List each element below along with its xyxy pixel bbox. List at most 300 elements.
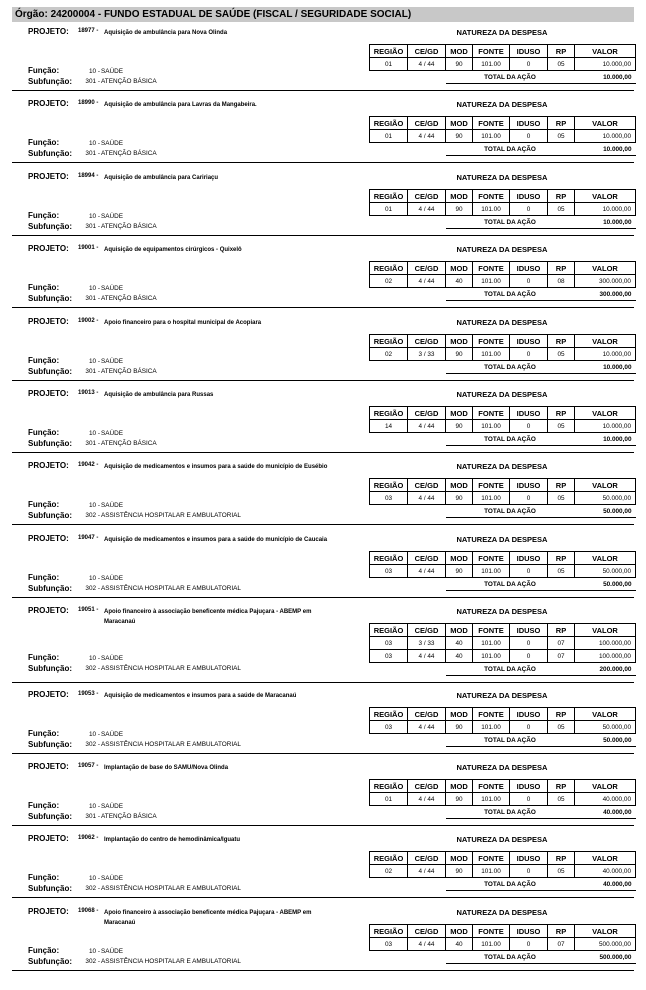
column-header: MOD — [446, 780, 473, 793]
column-header: REGIÃO — [370, 117, 408, 130]
table-header-row — [370, 708, 636, 721]
total-row — [370, 505, 636, 518]
table-cell: 01 — [370, 793, 408, 806]
project-code: 19047 - — [78, 535, 99, 541]
total-spacer — [370, 143, 446, 156]
projeto-label: PROJETO: — [28, 762, 69, 771]
subfuncao-label: Subfunção: — [28, 584, 72, 593]
subfuncao-label: Subfunção: — [28, 664, 72, 673]
table-cell: 300.000,00 — [575, 275, 636, 288]
table-cell: 4 / 44 — [408, 938, 446, 951]
table-header-row — [370, 624, 636, 637]
block-separator — [12, 682, 634, 683]
column-header: FONTE — [473, 925, 510, 938]
funcao-code: 10 - — [88, 875, 100, 882]
block-separator — [12, 452, 634, 453]
column-header: CE/GD — [408, 852, 446, 865]
table-cell: 02 — [370, 275, 408, 288]
table-row — [370, 130, 636, 143]
projeto-label: PROJETO: — [28, 389, 69, 398]
table-cell: 90 — [446, 348, 473, 361]
total-row — [370, 143, 636, 156]
subfuncao-code: 301 - — [85, 295, 100, 302]
column-header: MOD — [446, 407, 473, 420]
subfuncao-code: 302 - — [85, 958, 100, 965]
table-cell: 90 — [446, 420, 473, 433]
natureza-heading: NATUREZA DA DESPESA — [456, 318, 548, 327]
table-cell: 08 — [548, 275, 575, 288]
column-header: MOD — [446, 335, 473, 348]
table-cell: 10.000,00 — [575, 420, 636, 433]
total-value: 10.000,00 — [575, 143, 636, 156]
despesa-table — [369, 779, 636, 819]
orgao-header — [12, 7, 634, 22]
natureza-heading: NATUREZA DA DESPESA — [456, 28, 548, 37]
natureza-heading: NATUREZA DA DESPESA — [456, 835, 548, 844]
projeto-label: PROJETO: — [28, 99, 69, 108]
table-cell: 101.00 — [473, 938, 510, 951]
column-header: FONTE — [473, 479, 510, 492]
funcao-name: SAÚDE — [101, 285, 124, 292]
table-cell: 03 — [370, 492, 408, 505]
project-title: Aquisição de equipamentos cirúrgicos - Quixelô — [104, 247, 242, 253]
column-header: REGIÃO — [370, 45, 408, 58]
column-header: FONTE — [473, 190, 510, 203]
column-header: IDUSO — [510, 708, 548, 721]
table-cell: 0 — [510, 938, 548, 951]
funcao-name: SAÚDE — [101, 875, 124, 882]
despesa-table — [369, 406, 636, 446]
column-header: VALOR — [575, 852, 636, 865]
column-header: REGIÃO — [370, 852, 408, 865]
column-header: IDUSO — [510, 117, 548, 130]
total-spacer — [370, 361, 446, 374]
column-header: MOD — [446, 624, 473, 637]
column-header: FONTE — [473, 407, 510, 420]
subfuncao-label: Subfunção: — [28, 149, 72, 158]
subfuncao-name: ATENÇÃO BÁSICA — [101, 78, 157, 85]
table-cell: 101.00 — [473, 721, 510, 734]
subfuncao-name: ASSISTÊNCIA HOSPITALAR E AMBULATORIAL — [101, 665, 241, 672]
funcao-label: Função: — [28, 66, 60, 75]
subfuncao-name: ASSISTÊNCIA HOSPITALAR E AMBULATORIAL — [101, 958, 241, 965]
funcao-code: 10 - — [88, 285, 100, 292]
total-value: 10.000,00 — [575, 216, 636, 229]
project-code: 19042 - — [78, 462, 99, 468]
total-value: 40.000,00 — [575, 878, 636, 891]
table-header-row — [370, 407, 636, 420]
natureza-heading: NATUREZA DA DESPESA — [456, 173, 548, 182]
column-header: VALOR — [575, 624, 636, 637]
total-value: 40.000,00 — [575, 806, 636, 819]
table-cell: 01 — [370, 58, 408, 71]
subfuncao-code: 301 - — [85, 150, 100, 157]
column-header: REGIÃO — [370, 925, 408, 938]
table-cell: 07 — [548, 938, 575, 951]
table-cell: 0 — [510, 130, 548, 143]
column-header: RP — [548, 117, 575, 130]
project-code: 18994 - — [78, 173, 99, 179]
subfuncao-label: Subfunção: — [28, 77, 72, 86]
column-header: FONTE — [473, 708, 510, 721]
table-cell: 03 — [370, 637, 408, 650]
block-separator — [12, 897, 634, 898]
funcao-code: 10 - — [88, 68, 100, 75]
project-title: Apoio financeiro à associação beneficente médica Pajuçara - ABEMP em Maracanaú — [104, 910, 312, 926]
table-cell: 90 — [446, 58, 473, 71]
subfuncao-label: Subfunção: — [28, 884, 72, 893]
column-header: IDUSO — [510, 190, 548, 203]
despesa-table — [369, 924, 636, 964]
orgao-text: 24200004 - FUNDO ESTADUAL DE SAÚDE (FISCAL / SEGURIDADE SOCIAL) — [50, 9, 412, 20]
table-cell: 02 — [370, 865, 408, 878]
table-row — [370, 650, 636, 663]
column-header: FONTE — [473, 852, 510, 865]
subfuncao-code: 302 - — [85, 665, 100, 672]
table-cell: 0 — [510, 420, 548, 433]
table-cell: 3 / 33 — [408, 348, 446, 361]
table-cell: 101.00 — [473, 348, 510, 361]
subfuncao-label: Subfunção: — [28, 957, 72, 966]
table-header-row — [370, 335, 636, 348]
column-header: RP — [548, 262, 575, 275]
funcao-label: Função: — [28, 653, 60, 662]
project-code: 18977 - — [78, 28, 99, 34]
table-cell: 500.000,00 — [575, 938, 636, 951]
table-cell: 90 — [446, 865, 473, 878]
table-cell: 40 — [446, 650, 473, 663]
column-header: REGIÃO — [370, 262, 408, 275]
subfuncao-label: Subfunção: — [28, 222, 72, 231]
column-header: VALOR — [575, 262, 636, 275]
table-cell: 0 — [510, 565, 548, 578]
project-title: Aquisição de medicamentos e insumos para a saúde do município de Caucaia — [104, 537, 328, 543]
subfuncao-name: ASSISTÊNCIA HOSPITALAR E AMBULATORIAL — [101, 512, 241, 519]
project-title: Aquisição de ambulância para Nova Olinda — [104, 30, 228, 36]
column-header: FONTE — [473, 780, 510, 793]
total-label: TOTAL DA AÇÃO — [446, 71, 575, 84]
column-header: RP — [548, 190, 575, 203]
column-header: REGIÃO — [370, 780, 408, 793]
column-header: RP — [548, 852, 575, 865]
natureza-heading: NATUREZA DA DESPESA — [456, 245, 548, 254]
column-header: VALOR — [575, 708, 636, 721]
subfuncao-label: Subfunção: — [28, 439, 72, 448]
table-cell: 4 / 44 — [408, 865, 446, 878]
subfuncao-name: ATENÇÃO BÁSICA — [101, 223, 157, 230]
funcao-label: Função: — [28, 573, 60, 582]
column-header: CE/GD — [408, 407, 446, 420]
table-cell: 03 — [370, 938, 408, 951]
table-row — [370, 492, 636, 505]
funcao-name: SAÚDE — [101, 575, 124, 582]
column-header: VALOR — [575, 335, 636, 348]
despesa-table — [369, 478, 636, 518]
table-cell: 40 — [446, 275, 473, 288]
project-code: 19062 - — [78, 835, 99, 841]
total-row — [370, 734, 636, 747]
funcao-name: SAÚDE — [101, 502, 124, 509]
column-header: IDUSO — [510, 624, 548, 637]
column-header: CE/GD — [408, 479, 446, 492]
column-header: REGIÃO — [370, 552, 408, 565]
block-separator — [12, 162, 634, 163]
table-cell: 10.000,00 — [575, 203, 636, 216]
block-separator — [12, 380, 634, 381]
table-cell: 50.000,00 — [575, 721, 636, 734]
column-header: FONTE — [473, 262, 510, 275]
table-cell: 0 — [510, 865, 548, 878]
subfuncao-code: 301 - — [85, 440, 100, 447]
total-row — [370, 806, 636, 819]
table-header-row — [370, 117, 636, 130]
total-label: TOTAL DA AÇÃO — [446, 505, 575, 518]
subfuncao-name: ATENÇÃO BÁSICA — [101, 440, 157, 447]
column-header: MOD — [446, 190, 473, 203]
column-header: FONTE — [473, 552, 510, 565]
funcao-code: 10 - — [88, 213, 100, 220]
column-header: IDUSO — [510, 407, 548, 420]
table-cell: 03 — [370, 565, 408, 578]
table-cell: 4 / 44 — [408, 721, 446, 734]
total-value: 10.000,00 — [575, 361, 636, 374]
column-header: CE/GD — [408, 117, 446, 130]
total-label: TOTAL DA AÇÃO — [446, 878, 575, 891]
subfuncao-name: ASSISTÊNCIA HOSPITALAR E AMBULATORIAL — [101, 585, 241, 592]
table-cell: 4 / 44 — [408, 565, 446, 578]
funcao-code: 10 - — [88, 731, 100, 738]
funcao-code: 10 - — [88, 430, 100, 437]
table-cell: 0 — [510, 348, 548, 361]
column-header: VALOR — [575, 407, 636, 420]
column-header: REGIÃO — [370, 190, 408, 203]
column-header: IDUSO — [510, 852, 548, 865]
total-row — [370, 663, 636, 676]
total-row — [370, 288, 636, 301]
project-code: 19013 - — [78, 390, 99, 396]
funcao-label: Função: — [28, 500, 60, 509]
total-label: TOTAL DA AÇÃO — [446, 663, 575, 676]
project-title: Aquisição de ambulância para Russas — [104, 392, 214, 398]
subfuncao-code: 301 - — [85, 223, 100, 230]
table-cell: 101.00 — [473, 420, 510, 433]
funcao-name: SAÚDE — [101, 803, 124, 810]
column-header: VALOR — [575, 117, 636, 130]
table-cell: 4 / 44 — [408, 203, 446, 216]
table-cell: 05 — [548, 793, 575, 806]
column-header: CE/GD — [408, 624, 446, 637]
column-header: CE/GD — [408, 190, 446, 203]
block-separator — [12, 235, 634, 236]
total-label: TOTAL DA AÇÃO — [446, 433, 575, 446]
column-header: VALOR — [575, 45, 636, 58]
subfuncao-name: ASSISTÊNCIA HOSPITALAR E AMBULATORIAL — [101, 885, 241, 892]
table-cell: 50.000,00 — [575, 492, 636, 505]
funcao-label: Função: — [28, 138, 60, 147]
table-cell: 03 — [370, 650, 408, 663]
table-cell: 0 — [510, 492, 548, 505]
table-cell: 0 — [510, 275, 548, 288]
despesa-table — [369, 44, 636, 84]
table-cell: 4 / 44 — [408, 130, 446, 143]
total-spacer — [370, 433, 446, 446]
subfuncao-code: 302 - — [85, 741, 100, 748]
subfuncao-name: ATENÇÃO BÁSICA — [101, 295, 157, 302]
table-cell: 100.000,00 — [575, 637, 636, 650]
table-cell: 101.00 — [473, 275, 510, 288]
despesa-table — [369, 707, 636, 747]
subfuncao-code: 301 - — [85, 368, 100, 375]
funcao-code: 10 - — [88, 502, 100, 509]
funcao-name: SAÚDE — [101, 655, 124, 662]
projeto-label: PROJETO: — [28, 690, 69, 699]
column-header: MOD — [446, 262, 473, 275]
table-row — [370, 275, 636, 288]
table-cell: 0 — [510, 58, 548, 71]
despesa-table — [369, 334, 636, 374]
funcao-name: SAÚDE — [101, 140, 124, 147]
natureza-heading: NATUREZA DA DESPESA — [456, 763, 548, 772]
table-cell: 40 — [446, 637, 473, 650]
table-cell: 101.00 — [473, 130, 510, 143]
subfuncao-name: ATENÇÃO BÁSICA — [101, 368, 157, 375]
total-value: 50.000,00 — [575, 505, 636, 518]
column-header: REGIÃO — [370, 407, 408, 420]
column-header: MOD — [446, 552, 473, 565]
total-spacer — [370, 288, 446, 301]
table-header-row — [370, 45, 636, 58]
funcao-name: SAÚDE — [101, 213, 124, 220]
table-row — [370, 865, 636, 878]
column-header: IDUSO — [510, 45, 548, 58]
table-cell: 101.00 — [473, 865, 510, 878]
table-cell: 101.00 — [473, 637, 510, 650]
funcao-label: Função: — [28, 946, 60, 955]
table-header-row — [370, 925, 636, 938]
total-value: 200.000,00 — [575, 663, 636, 676]
column-header: MOD — [446, 708, 473, 721]
column-header: RP — [548, 925, 575, 938]
total-value: 50.000,00 — [575, 578, 636, 591]
table-header-row — [370, 852, 636, 865]
column-header: VALOR — [575, 780, 636, 793]
block-separator — [12, 90, 634, 91]
total-spacer — [370, 505, 446, 518]
column-header: RP — [548, 708, 575, 721]
table-row — [370, 938, 636, 951]
total-spacer — [370, 951, 446, 964]
table-cell: 0 — [510, 637, 548, 650]
natureza-heading: NATUREZA DA DESPESA — [456, 691, 548, 700]
subfuncao-code: 302 - — [85, 885, 100, 892]
funcao-name: SAÚDE — [101, 731, 124, 738]
column-header: REGIÃO — [370, 708, 408, 721]
subfuncao-code: 302 - — [85, 585, 100, 592]
column-header: MOD — [446, 925, 473, 938]
table-row — [370, 420, 636, 433]
table-cell: 90 — [446, 130, 473, 143]
funcao-name: SAÚDE — [101, 68, 124, 75]
table-cell: 3 / 33 — [408, 637, 446, 650]
block-separator — [12, 825, 634, 826]
projeto-label: PROJETO: — [28, 461, 69, 470]
total-row — [370, 433, 636, 446]
table-row — [370, 348, 636, 361]
table-cell: 4 / 44 — [408, 492, 446, 505]
funcao-label: Função: — [28, 801, 60, 810]
natureza-heading: NATUREZA DA DESPESA — [456, 100, 548, 109]
table-cell: 4 / 44 — [408, 650, 446, 663]
subfuncao-name: ATENÇÃO BÁSICA — [101, 150, 157, 157]
total-label: TOTAL DA AÇÃO — [446, 288, 575, 301]
table-row — [370, 637, 636, 650]
funcao-name: SAÚDE — [101, 948, 124, 955]
table-header-row — [370, 780, 636, 793]
table-cell: 05 — [548, 203, 575, 216]
table-cell: 4 / 44 — [408, 420, 446, 433]
funcao-code: 10 - — [88, 358, 100, 365]
column-header: RP — [548, 780, 575, 793]
project-title: Apoio financeiro à associação beneficente médica Pajuçara - ABEMP em Maracanaú — [104, 609, 312, 625]
table-cell: 07 — [548, 650, 575, 663]
table-cell: 4 / 44 — [408, 58, 446, 71]
table-cell: 90 — [446, 565, 473, 578]
total-spacer — [370, 578, 446, 591]
project-title: Implantação do centro de hemodinâmica/Iguatu — [104, 837, 241, 843]
table-header-row — [370, 479, 636, 492]
total-spacer — [370, 878, 446, 891]
column-header: VALOR — [575, 479, 636, 492]
table-row — [370, 565, 636, 578]
subfuncao-label: Subfunção: — [28, 812, 72, 821]
total-row — [370, 216, 636, 229]
table-header-row — [370, 552, 636, 565]
column-header: IDUSO — [510, 780, 548, 793]
table-cell: 0 — [510, 793, 548, 806]
project-title: Aquisição de medicamentos e insumos para a saúde de Maracanaú — [104, 693, 297, 699]
table-cell: 01 — [370, 130, 408, 143]
table-cell: 02 — [370, 348, 408, 361]
column-header: RP — [548, 335, 575, 348]
column-header: MOD — [446, 852, 473, 865]
table-cell: 10.000,00 — [575, 348, 636, 361]
block-separator — [12, 970, 634, 971]
total-label: TOTAL DA AÇÃO — [446, 806, 575, 819]
column-header: RP — [548, 624, 575, 637]
subfuncao-code: 302 - — [85, 512, 100, 519]
despesa-table — [369, 851, 636, 891]
natureza-heading: NATUREZA DA DESPESA — [456, 390, 548, 399]
projeto-label: PROJETO: — [28, 606, 69, 615]
table-cell: 05 — [548, 348, 575, 361]
table-cell: 0 — [510, 203, 548, 216]
total-value: 300.000,00 — [575, 288, 636, 301]
total-spacer — [370, 663, 446, 676]
total-spacer — [370, 734, 446, 747]
table-cell: 101.00 — [473, 793, 510, 806]
projeto-label: PROJETO: — [28, 244, 69, 253]
project-title: Aquisição de ambulância para Caririaçu — [104, 175, 219, 181]
column-header: RP — [548, 479, 575, 492]
total-row — [370, 361, 636, 374]
table-cell: 90 — [446, 793, 473, 806]
total-value: 10.000,00 — [575, 433, 636, 446]
table-row — [370, 793, 636, 806]
funcao-name: SAÚDE — [101, 358, 124, 365]
table-cell: 05 — [548, 58, 575, 71]
subfuncao-code: 301 - — [85, 813, 100, 820]
funcao-label: Função: — [28, 428, 60, 437]
